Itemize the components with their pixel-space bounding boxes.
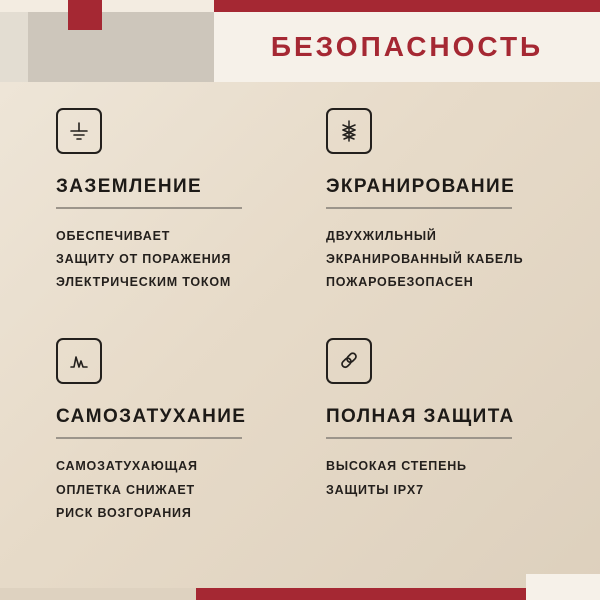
shielding-icon: [326, 108, 372, 154]
chain-link-icon: [326, 338, 372, 384]
red-accent-bar-top: [214, 0, 600, 12]
bottom-right-block: [526, 574, 600, 600]
feature-description-line: ВЫСОКАЯ СТЕПЕНЬ: [326, 459, 467, 474]
feature-description-line: САМОЗАТУХАЮЩАЯ: [56, 459, 198, 474]
feature-card-full-protection: [326, 338, 566, 524]
feature-description-line: ЗАЩИТУ ОТ ПОРАЖЕНИЯ: [56, 252, 232, 267]
feature-description-line: ЗАЩИТЫ IPX7: [326, 482, 424, 497]
divider: [326, 437, 512, 439]
feature-description: [326, 455, 566, 501]
header-panel: [214, 12, 600, 82]
grey-decor-block: [0, 12, 214, 82]
feature-description: [56, 455, 296, 524]
red-accent-bar-left: [68, 0, 102, 30]
divider: [56, 207, 242, 209]
page-title: БЕЗОПАСНОСТЬ: [270, 31, 544, 62]
feature-card-flame-retardant: [56, 338, 296, 524]
feature-description-line: ОПЛЕТКА СНИЖАЕТ: [56, 482, 195, 497]
feature-description-line: ОБЕСПЕЧИВАЕТ: [56, 229, 171, 243]
feature-title: ЭКРАНИРОВАНИЕ: [326, 176, 516, 197]
feature-title: САМОЗАТУХАНИЕ: [56, 406, 247, 428]
feature-title: ЗАЗЕМЛЕНИЕ: [56, 176, 203, 197]
feature-card-grounding: [56, 108, 296, 294]
divider: [326, 207, 512, 209]
feature-description: [326, 225, 566, 294]
divider: [56, 437, 242, 439]
feature-title: ПОЛНАЯ ЗАЩИТА: [326, 406, 515, 428]
feature-card-shielding: [326, 108, 566, 294]
features-grid: [56, 108, 556, 525]
feature-description-line: ДВУХЖИЛЬНЫЙ: [326, 229, 437, 243]
grounding-icon: [56, 108, 102, 154]
feature-description: [56, 225, 296, 294]
grey-decor-block-inner: [0, 12, 28, 82]
feature-description-line: ЭКРАНИРОВАННЫЙ КАБЕЛЬ: [326, 252, 524, 267]
red-accent-bar-bottom: [196, 588, 526, 600]
feature-description-line: ПОЖАРОБЕЗОПАСЕН: [326, 275, 474, 290]
flame-retardant-icon: [56, 338, 102, 384]
feature-description-line: ЭЛЕКТРИЧЕСКИМ ТОКОМ: [56, 275, 232, 290]
bottom-left-strip: [0, 588, 196, 600]
feature-description-line: РИСК ВОЗГОРАНИЯ: [56, 505, 192, 520]
